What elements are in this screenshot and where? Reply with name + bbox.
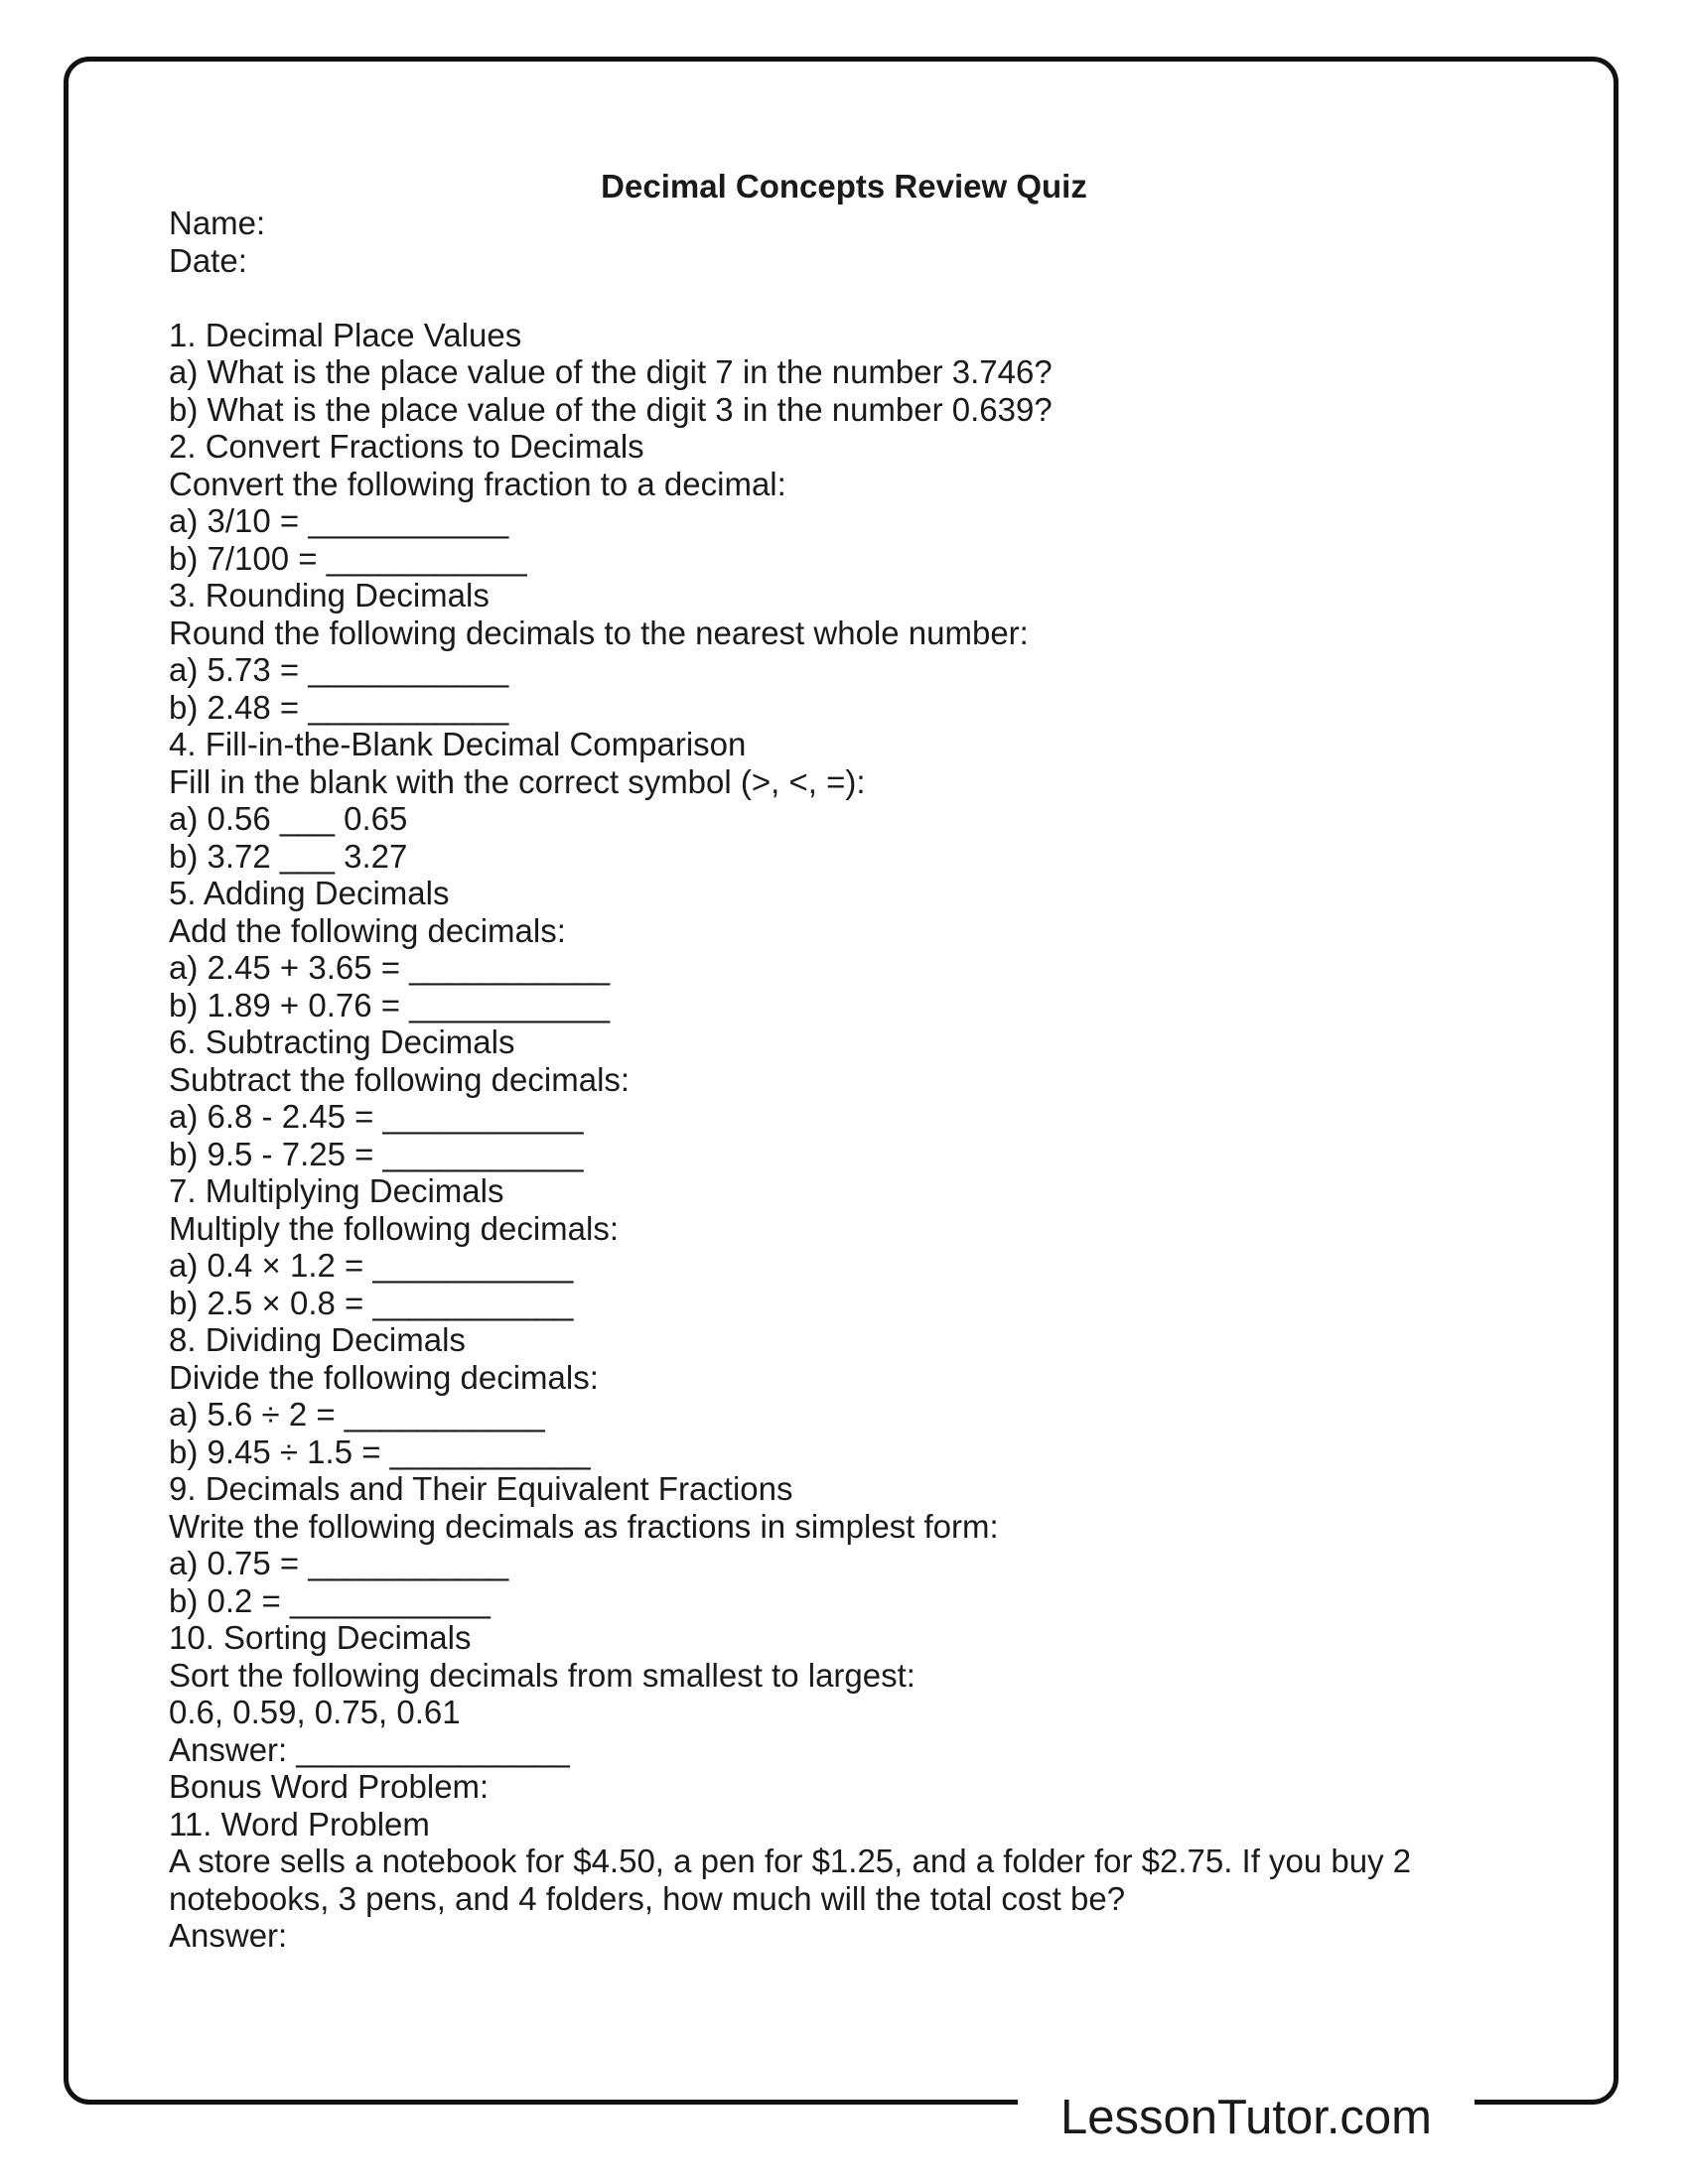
q5-part-a: a) 2.45 + 3.65 = ___________ bbox=[169, 949, 611, 986]
q9-heading: 9. Decimals and Their Equivalent Fractions bbox=[169, 1470, 793, 1507]
q8-part-b: b) 9.45 ÷ 1.5 = ___________ bbox=[169, 1433, 591, 1470]
q3-instruction: Round the following decimals to the nearest whole number: bbox=[169, 614, 1029, 651]
q9-part-b: b) 0.2 = ___________ bbox=[169, 1581, 491, 1619]
spacer bbox=[169, 279, 1539, 317]
q11-heading: 11. Word Problem bbox=[169, 1805, 430, 1843]
q8-part-a: a) 5.6 ÷ 2 = ___________ bbox=[169, 1396, 545, 1433]
q3-heading: 3. Rounding Decimals bbox=[169, 577, 490, 614]
q10-answer: Answer: _______________ bbox=[169, 1730, 570, 1768]
q5-part-b: b) 1.89 + 0.76 = ___________ bbox=[169, 986, 611, 1024]
q10-values: 0.6, 0.59, 0.75, 0.61 bbox=[169, 1694, 461, 1730]
q7-instruction: Multiply the following decimals: bbox=[169, 1209, 620, 1247]
q6-part-b: b) 9.5 - 7.25 = ___________ bbox=[169, 1135, 584, 1172]
q4-heading: 4. Fill-in-the-Blank Decimal Comparison bbox=[169, 726, 747, 762]
q7-part-b: b) 2.5 × 0.8 = ___________ bbox=[169, 1284, 574, 1321]
q1-heading: 1. Decimal Place Values bbox=[169, 316, 522, 353]
q10-heading: 10. Sorting Decimals bbox=[169, 1619, 472, 1656]
q1-part-a: a) What is the place value of the digit 7 in the number 3.746? bbox=[169, 353, 1053, 390]
q2-heading: 2. Convert Fractions to Decimals bbox=[169, 428, 644, 465]
q9-instruction: Write the following decimals as fractions in simplest form: bbox=[169, 1507, 999, 1545]
q4-part-a: a) 0.56 ___ 0.65 bbox=[169, 800, 408, 837]
q5-instruction: Add the following decimals: bbox=[169, 911, 566, 949]
q2-instruction: Convert the following fraction to a decimal: bbox=[169, 465, 786, 502]
q3-part-a: a) 5.73 = ___________ bbox=[169, 651, 509, 688]
q9-part-a: a) 0.75 = ___________ bbox=[169, 1545, 509, 1581]
q1-part-b: b) What is the place value of the digit 3 in the number 0.639? bbox=[169, 390, 1053, 428]
quiz-title: Decimal Concepts Review Quiz bbox=[601, 168, 1087, 205]
bonus-heading: Bonus Word Problem: bbox=[169, 1768, 490, 1805]
q5-heading: 5. Adding Decimals bbox=[169, 875, 450, 911]
q6-part-a: a) 6.8 - 2.45 = ___________ bbox=[169, 1098, 584, 1135]
name-label: Name: bbox=[169, 205, 266, 241]
q6-instruction: Subtract the following decimals: bbox=[169, 1060, 631, 1098]
quiz-content bbox=[169, 205, 1539, 1955]
q2-part-b: b) 7/100 = ___________ bbox=[169, 539, 527, 577]
site-logo-text: LessonTutor.com bbox=[1018, 2093, 1475, 2142]
q8-heading: 8. Dividing Decimals bbox=[169, 1321, 466, 1358]
q7-heading: 7. Multiplying Decimals bbox=[169, 1172, 504, 1209]
q6-heading: 6. Subtracting Decimals bbox=[169, 1024, 515, 1060]
q3-part-b: b) 2.48 = ___________ bbox=[169, 688, 509, 726]
q7-part-a: a) 0.4 × 1.2 = ___________ bbox=[169, 1247, 574, 1284]
q8-instruction: Divide the following decimals: bbox=[169, 1358, 599, 1396]
q4-part-b: b) 3.72 ___ 3.27 bbox=[169, 837, 408, 875]
q10-instruction: Sort the following decimals from smallest to largest: bbox=[169, 1656, 915, 1694]
q11-problem: A store sells a notebook for $4.50, a pen for $1.25, and a folder for $2.75. If you buy 2 notebooks, 3 pens, and 4 folders, how much will the total cost be? bbox=[169, 1843, 1421, 1917]
q2-part-a: a) 3/10 = ___________ bbox=[169, 502, 509, 539]
footer bbox=[0, 2093, 1688, 2142]
q11-answer: Answer: bbox=[169, 1917, 288, 1954]
date-label: Date: bbox=[169, 241, 247, 279]
q4-instruction: Fill in the blank with the correct symbol (>, <, =): bbox=[169, 762, 866, 800]
